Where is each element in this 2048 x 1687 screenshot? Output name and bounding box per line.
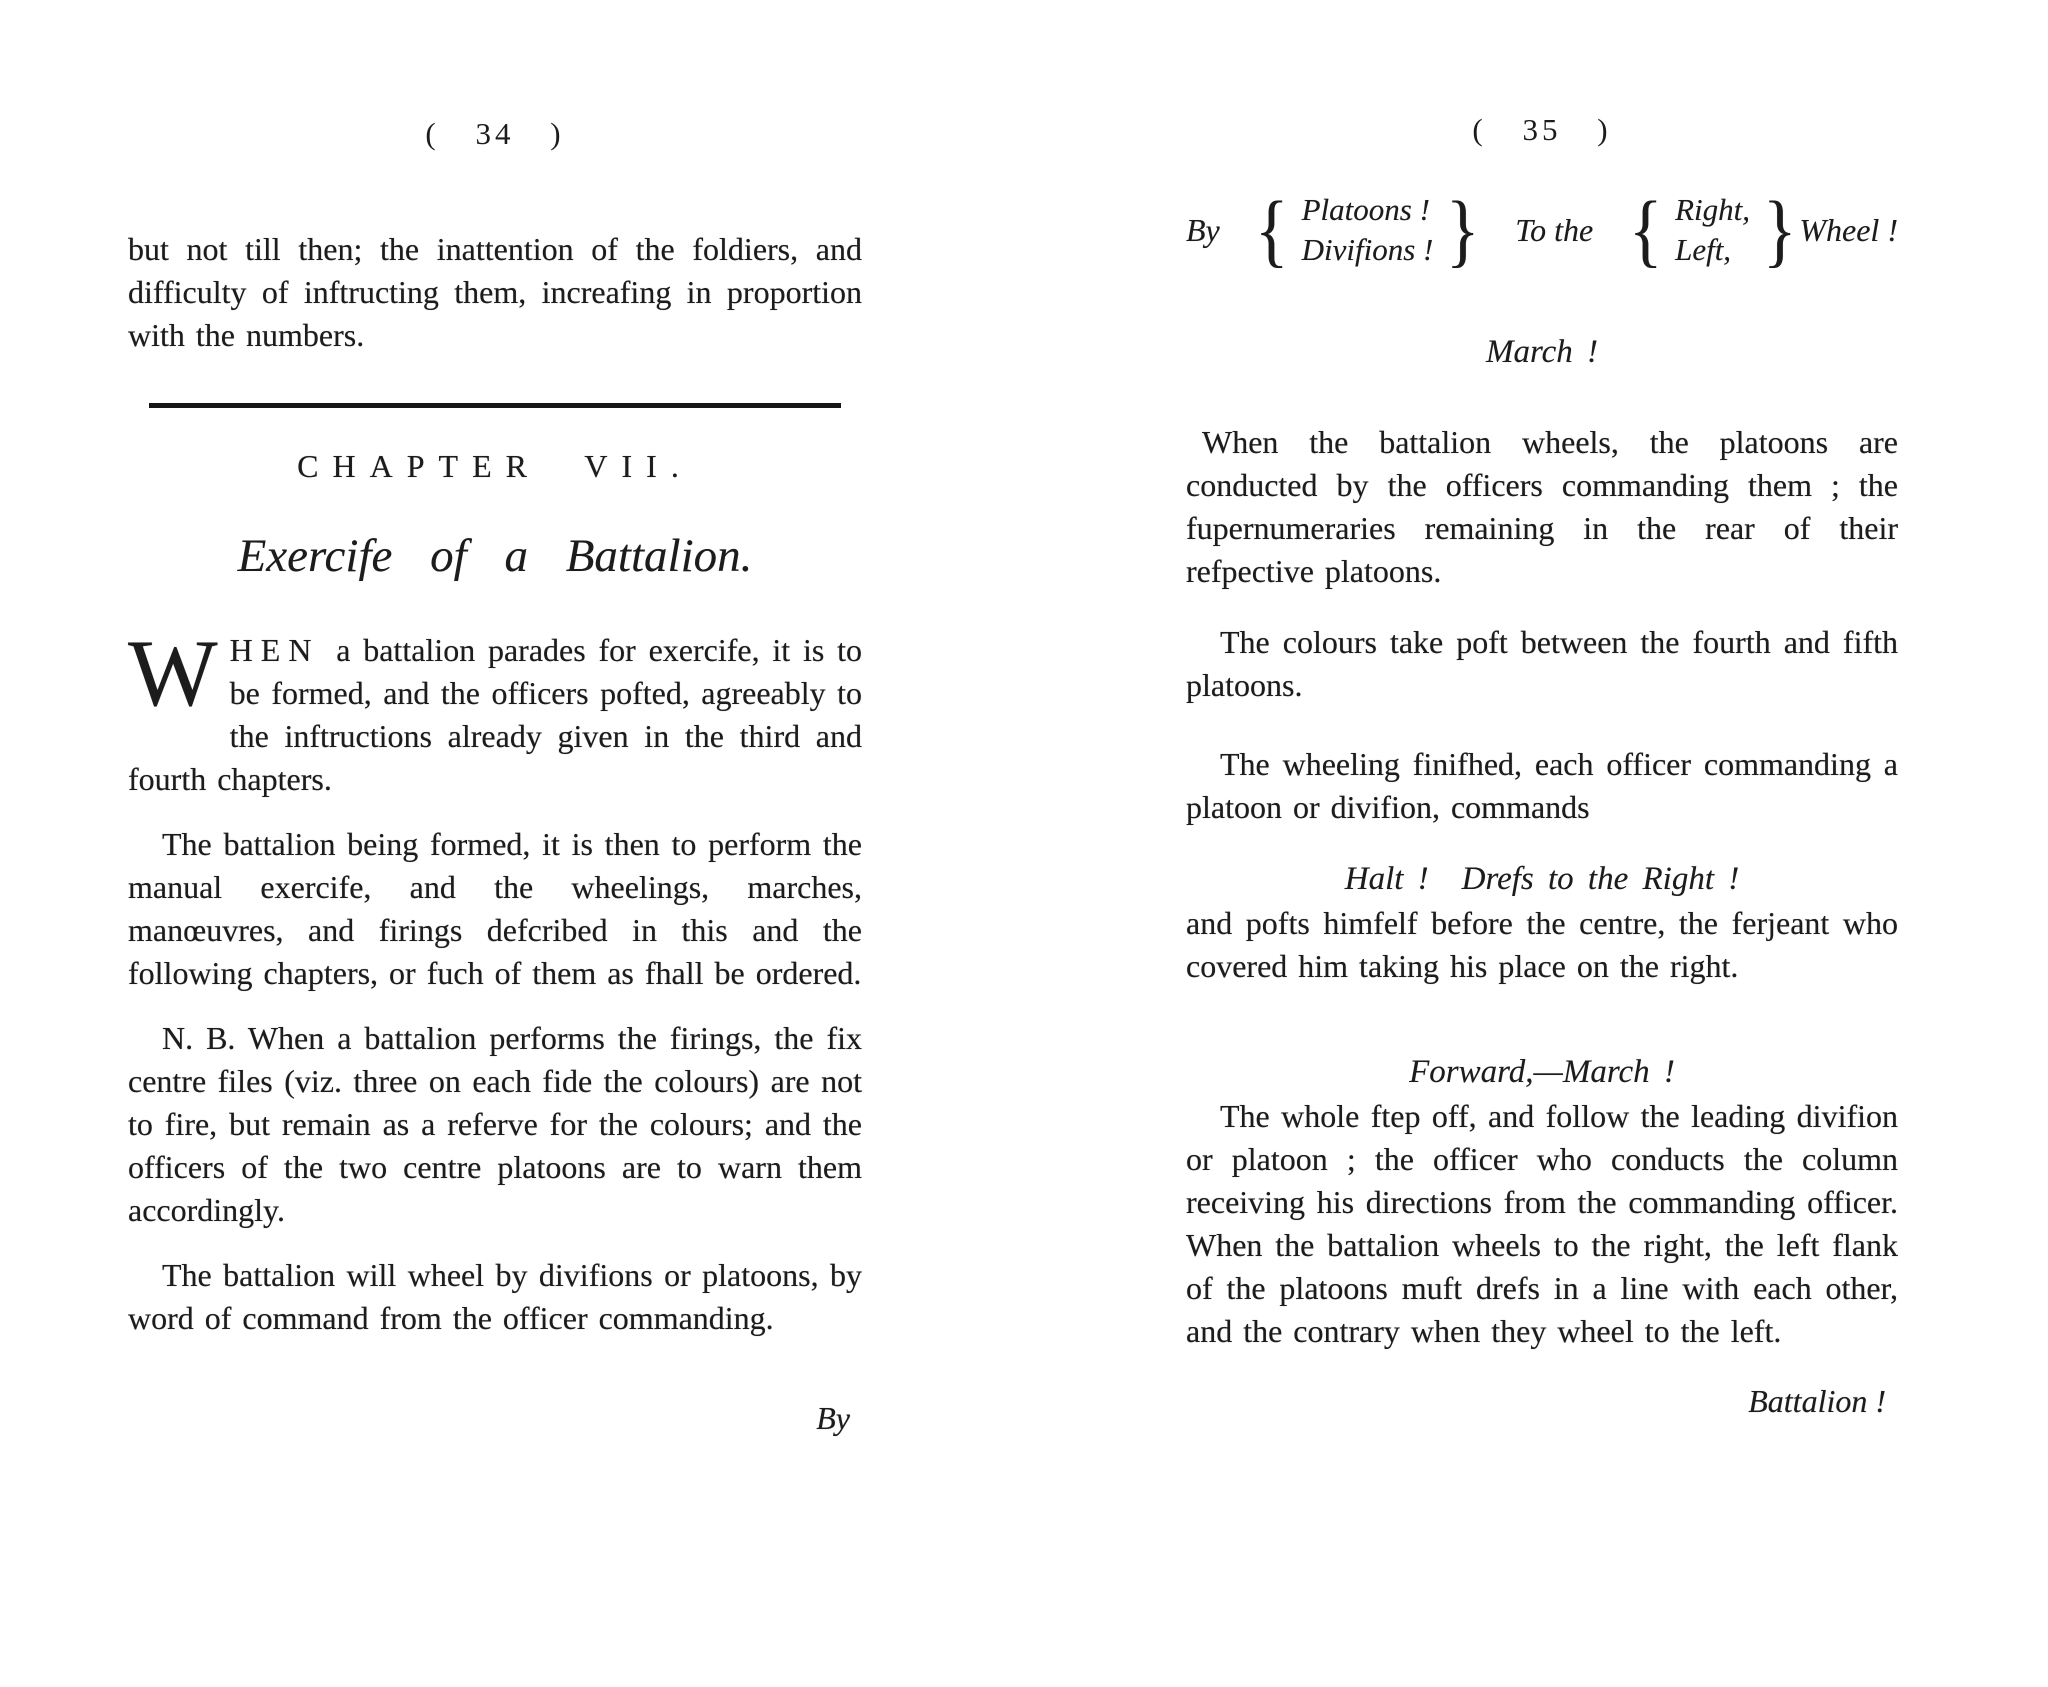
option-stack [1302, 190, 1434, 270]
option-divisions: Divifions ! [1301, 232, 1434, 267]
paragraph-text: a battalion parades for exercife, it is to be formed, and the officers pofted, agreeably to the inftructions already given in the third and fourth chapters. [128, 632, 862, 797]
options-group-right-left [1626, 186, 1898, 274]
option-platoons: Platoons ! [1301, 192, 1430, 227]
command-word-by: By [1186, 211, 1220, 248]
command-halt-dress: Halt ! Drefs to the Right ! [1344, 861, 1740, 897]
command-word-wheel: Wheel ! [1799, 211, 1898, 248]
closing-brace: } [1762, 184, 1797, 275]
paragraph: The wheeling finifhed, each officer commanding a platoon or divifion, commands [1186, 746, 1898, 825]
options-group-platoons-divisions [1252, 186, 1482, 274]
paragraph-opening [128, 620, 862, 801]
option-right: Right, [1675, 192, 1750, 227]
command-words-to-the: To the [1515, 211, 1594, 248]
opening-brace: { [1628, 184, 1663, 275]
paragraph-continuation: and pofts himfelf before the centre, the ferjeant who covered him taking his place on the right. [1186, 905, 1898, 984]
option-left: Left, [1675, 232, 1732, 267]
page-number: ( 35 ) [1472, 112, 1612, 147]
drop-cap: W [128, 620, 218, 726]
closing-brace: } [1446, 184, 1480, 275]
opening-brace: { [1255, 184, 1289, 275]
page-34 [128, 116, 862, 1441]
option-stack [1675, 190, 1750, 270]
catchword: By [816, 1400, 850, 1436]
command-forward-march: Forward,—March ! [1409, 1054, 1675, 1090]
wheel-command-line [1186, 184, 1898, 276]
paragraph-continuation: but not till then; the inattention of the foldiers, and difficulty of inftructing them, increafing in proportion with the numbers. [128, 231, 862, 353]
paragraph: The colours take poft between the fourth and fifth platoons. [1186, 624, 1898, 703]
paragraph: The battalion will wheel by divifions or platoons, by word of command from the officer commanding. [128, 1257, 862, 1336]
paragraph: The battalion being formed, it is then to perform the manual exercife, and the wheelings, marches, manœuvres, and firings defcribed in this and the following chapters, or fuch of them as fhall be ordered. [128, 826, 862, 991]
section-divider [149, 403, 841, 408]
paragraph: The whole ftep off, and follow the leading divifion or platoon ; the officer who conducts the column receiving his directions from the commanding officer. When the battalion wheels to the right, the left flank of the platoons muft drefs in a line with each other, and the contrary when they wheel to the left. [1186, 1098, 1898, 1349]
opening-caps: HEN [229, 632, 320, 668]
chapter-title: Exercife of a Battalion. [237, 530, 753, 582]
command-march: March ! [1486, 334, 1598, 370]
page-number: ( 34 ) [425, 116, 565, 151]
chapter-heading: CHAPTER VII. [297, 448, 693, 484]
catchword: Battalion ! [1748, 1383, 1886, 1419]
paragraph: When the battalion wheels, the platoons are conducted by the officers commanding them ; the fupernumeraries remaining in the rear of their refpective platoons. [1186, 424, 1898, 589]
page-35 [1186, 112, 1898, 1424]
paragraph-nb: N. B. When a battalion performs the firings, the fix centre files (viz. three on each fide the colours) are not to fire, but remain as a referve for the colours; and the officers of the two centre platoons are to warn them accordingly. [128, 1020, 862, 1228]
